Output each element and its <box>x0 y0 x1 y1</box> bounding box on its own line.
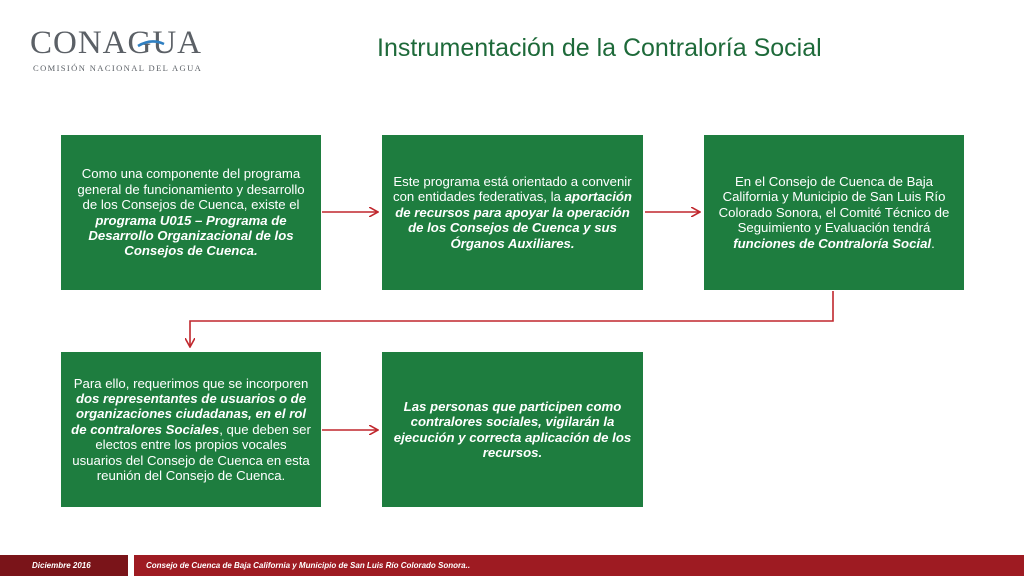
box-emphasis-text: Las personas que participen como contralores sociales, vigilarán la ejecución y correcta aplicación de los recursos. <box>393 398 632 460</box>
page-title: Instrumentación de la Contraloría Social <box>377 34 822 62</box>
footer-date: Diciembre 2016 <box>0 555 128 576</box>
footer-text: Consejo de Cuenca de Baja California y Municipio de San Luis Río Colorado Sonora.. <box>146 561 471 570</box>
box-emphasis-text: aportación de recursos para apoyar la operación de los Consejos de Cuenca y sus Órganos Auxiliares. <box>395 189 632 251</box>
footer-separator <box>128 555 134 576</box>
logo-wordmark: CONAGUA <box>30 25 202 61</box>
box-text: En el Consejo de Cuenca de Baja California y Municipio de San Luis Río Colorado Sonora, el Comité Técnico de Seguimiento y Evaluación tendrá <box>718 173 950 236</box>
logo-subtitle: COMISIÓN NACIONAL DEL AGUA <box>33 63 203 73</box>
box-text: Para ello, requerimos que se incorporen <box>73 375 309 391</box>
box-emphasis-text: programa U015 – Programa de Desarrollo Organizacional de los Consejos de Cuenca. <box>88 212 294 259</box>
box-emphasis-text: dos representantes de usuarios o de organizaciones ciudadanas, en el rol de contralores Sociales <box>71 390 307 437</box>
box-text: Como una componente del programa general de funcionamiento y desarrollo de los Consejos de Cuenca, existe el <box>77 166 305 213</box>
box-text: Este programa está orientado a convenir con entidades federativas, la <box>393 173 632 205</box>
arrow-3-to-4 <box>190 291 833 346</box>
box-emphasis-text: funciones de Contraloría Social <box>733 235 932 251</box>
box-text: , que deben ser electos entre los propios vocales usuarios del Consejo de Cuenca en esta reunión del Consejo de Cuenca. <box>72 421 311 484</box>
box-text: . <box>931 235 935 251</box>
